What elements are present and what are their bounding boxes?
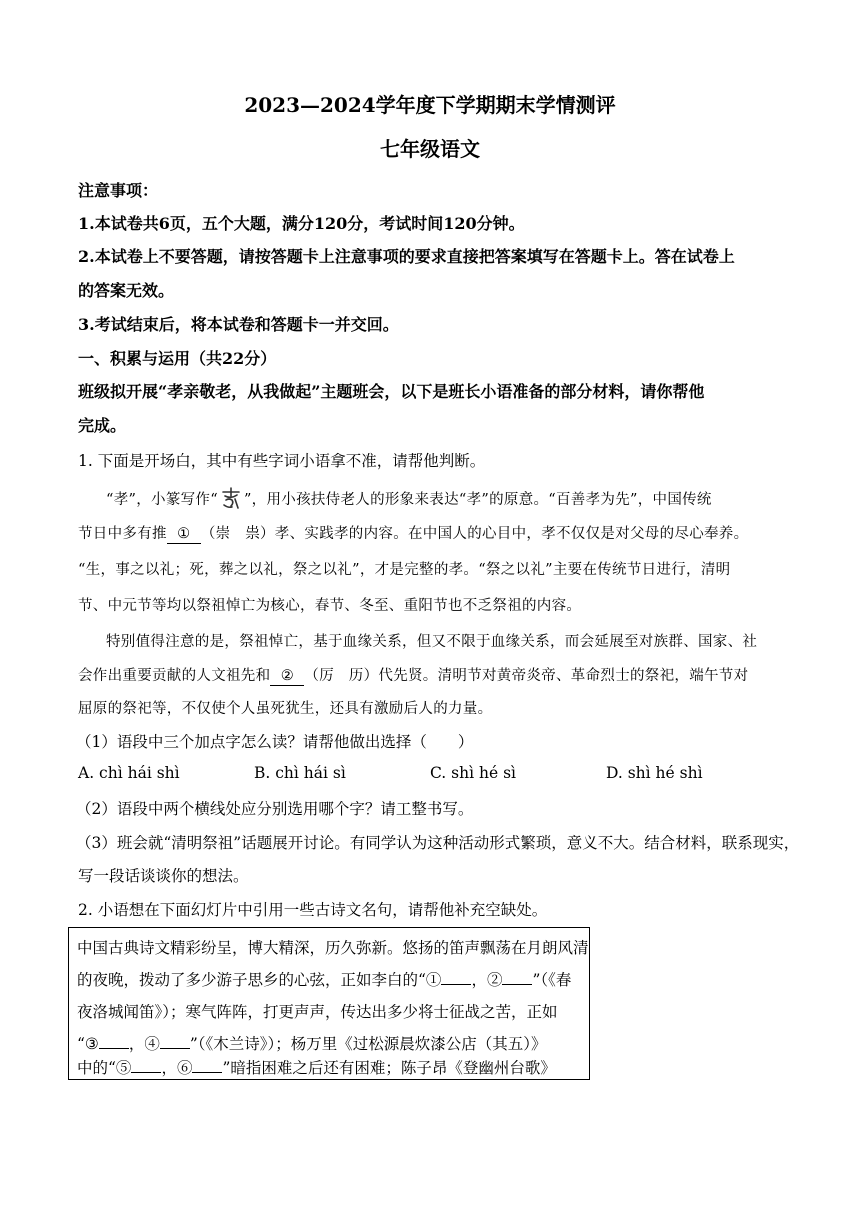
section-1-heading: 一、积累与运用（共22分） <box>78 349 277 368</box>
fill-blank-6[interactable] <box>192 1056 222 1073</box>
fill-blank-2[interactable] <box>502 968 532 985</box>
fill-blank-4[interactable] <box>160 1032 190 1049</box>
blank-2: ② <box>270 669 304 686</box>
slide-line: 中的“⑤ ，⑥ ”暗指困难之后还有困难；陈子昂《登幽州台歌》 <box>77 1056 556 1078</box>
option-d[interactable]: D. shì hé shì <box>606 764 703 782</box>
passage-line: “生，事之以礼；死，葬之以礼，祭之以礼”，才是完整的孝。“祭之以礼”主要在传统节日进行，清明 <box>78 562 731 578</box>
notice-item-3: 3.考试结束后，将本试卷和答题卡一并交回。 <box>78 315 399 334</box>
slide-line: “③ ，④ ”（《木兰诗》）；杨万里《过松源晨炊漆公店（其五）》 <box>77 1032 547 1054</box>
passage-line: 屈原的祭祀等，不仅使个人虽死犹生，还具有激励后人的力量。 <box>78 701 493 717</box>
sub-question-3-line-1: （3）班会就“清明祭祖”话题展开讨论。有同学认为这种活动形式繁琐，意义不大。结合材料，联系现实， <box>76 834 800 852</box>
option-b[interactable]: B. chì hái sì <box>254 764 346 782</box>
slide-line: 中国古典诗文精彩纷呈，博大精深，历久弥新。悠扬的笛声飘荡在月朗风清 <box>77 939 589 957</box>
slide-line: 夜洛城闻笛》）；寒气阵阵，打更声声，传达出多少将士征战之苦，正如 <box>77 1003 558 1021</box>
fill-blank-1[interactable] <box>441 968 471 985</box>
sub-question-1: （1）语段中三个加点字怎么读？请帮他做出选择（ ） <box>76 733 474 751</box>
sub-question-2: （2）语段中两个横线处应分别选用哪个字？请工整书写。 <box>76 800 474 818</box>
notice-heading: 注意事项： <box>78 181 159 200</box>
passage-line: 节、中元节等均以祭祖悼亡为核心，春节、冬至、重阳节也不乏祭祖的内容。 <box>78 598 582 614</box>
exam-subtitle: 七年级语文 <box>380 137 480 161</box>
notice-item-2-line-2: 的答案无效。 <box>78 281 175 300</box>
section-1-intro-line-1: 班级拟开展“孝亲敬老，从我做起”主题班会，以下是班长小语准备的部分材料，请你帮他 <box>78 382 705 401</box>
blank-1: ① <box>167 527 201 544</box>
passage-line: 会作出重要贡献的人文祖先和 ② （厉 历）代先贤。清明节对黄帝炎帝、革命烈士的祭祀，端午节对 <box>78 668 749 684</box>
option-c[interactable]: C. shì hé sì <box>430 764 516 782</box>
xiao-seal-script-icon <box>220 486 242 510</box>
option-a[interactable]: A. chì hái shì <box>78 764 180 782</box>
passage-line: 节日中多有推 ① （崇 祟）孝、实践孝的内容。在中国人的心目中，孝不仅仅是对父母的尽心奉养。 <box>78 526 749 542</box>
passage-line: “孝”，小篆写作“ ”，用小孩扶侍老人的形象来表达“孝”的原意。“百善孝为先”，中国传统 <box>106 486 790 510</box>
fill-blank-3[interactable] <box>99 1032 129 1049</box>
slide-line: 的夜晚，拨动了多少游子思乡的心弦，正如李白的“① ，② ”（《春 <box>77 968 571 990</box>
fill-blank-5[interactable] <box>131 1056 161 1073</box>
exam-title: 2023—2024学年度下学期期末学情测评 <box>244 93 616 117</box>
slide-text-box <box>68 927 590 1080</box>
notice-item-2-line-1: 2.本试卷上不要答题，请按答题卡上注意事项的要求直接把答案填写在答题卡上。答在试卷上 <box>78 247 735 266</box>
question-1-stem: 1. 下面是开场白，其中有些字词小语拿不准，请帮他判断。 <box>78 452 486 470</box>
answer-options <box>78 764 790 786</box>
question-2-stem: 2. 小语想在下面幻灯片中引用一些古诗文名句，请帮他补充空缺处。 <box>78 901 548 919</box>
passage-line: 特别值得注意的是，祭祖悼亡，基于血缘关系，但又不限于血缘关系，而会延展至对族群、国家、社 <box>106 634 758 650</box>
notice-item-1: 1.本试卷共6页，五个大题，满分120分，考试时间120分钟。 <box>78 214 525 233</box>
sub-question-3-line-2: 写一段话谈谈你的想法。 <box>78 867 249 885</box>
section-1-intro-line-2: 完成。 <box>78 416 127 435</box>
